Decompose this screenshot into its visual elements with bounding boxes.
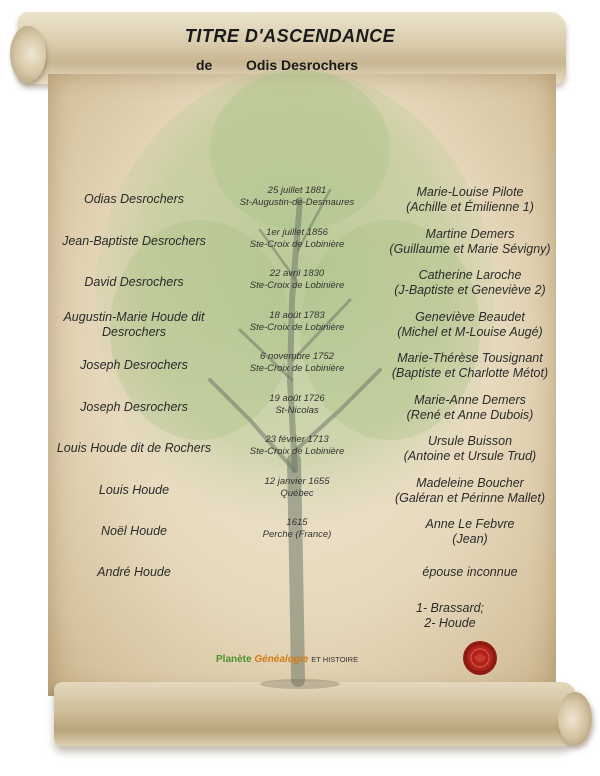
- ancestor-name-line2: Desrochers: [102, 325, 166, 339]
- lineage-row: [0, 185, 600, 225]
- footnote-line2: 2- Houde: [424, 616, 476, 630]
- ancestor-name: Louis Houde dit de Rochers: [56, 441, 212, 455]
- marriage-event: [222, 393, 372, 417]
- ancestor-name: Louis Houde: [98, 483, 170, 497]
- spouse: [370, 517, 570, 547]
- spouse-name: Geneviève Beaudet: [415, 310, 525, 324]
- marriage-date: 19 août 1726: [269, 393, 325, 404]
- marriage-event: [222, 476, 372, 500]
- spouse: [370, 351, 570, 381]
- spouse-name: Marie-Anne Demers: [414, 393, 526, 407]
- document-title: TITRE D'ASCENDANCE: [184, 26, 396, 46]
- marriage-date: 12 janvier 1655: [264, 476, 330, 487]
- spouse-name: Catherine Laroche: [418, 268, 522, 282]
- lineage-row: [0, 310, 600, 350]
- footnote-line1: 1- Brassard;: [415, 601, 485, 615]
- spouse-parents: (Galéran et Périnne Mallet): [394, 491, 546, 505]
- marriage-event: [222, 517, 372, 541]
- ancestor-name: Jean-Baptiste Desrochers: [62, 234, 206, 248]
- spouse-parents: (Achille et Émilienne 1): [406, 200, 534, 214]
- marriage-place: Ste-Croix de Lobinière: [249, 239, 345, 250]
- ancestor-name: Joseph Desrochers: [80, 358, 188, 372]
- spouse-parents: (Jean): [452, 532, 488, 546]
- spouse-name: épouse inconnue: [422, 565, 518, 579]
- spouse-name: Martine Demers: [425, 227, 515, 241]
- brand-logo: [216, 654, 358, 665]
- tree-ground-shadow: [260, 679, 340, 689]
- ancestor-name: Joseph Desrochers: [80, 400, 188, 414]
- spouse: [370, 185, 570, 215]
- marriage-event: [222, 434, 372, 458]
- marriage-place: Ste-Croix de Lobinière: [249, 363, 345, 374]
- lineage-row: [0, 351, 600, 391]
- marriage-date: 6 novembre 1752: [260, 351, 334, 362]
- marriage-event: [222, 185, 372, 209]
- ancestor-name: David Desrochers: [84, 275, 184, 289]
- marriage-place: Ste-Croix de Lobinière: [249, 280, 345, 291]
- ancestor-name: Odias Desrochers: [83, 192, 185, 206]
- marriage-place: Québec: [280, 488, 314, 499]
- spouse-name: Marie-Louise Pilote: [416, 185, 524, 199]
- spouse-parents: (J-Baptiste et Geneviève 2): [394, 283, 546, 297]
- spouse-name: Anne Le Febvre: [425, 517, 515, 531]
- marriage-event: [222, 310, 372, 334]
- spouse-parents: (René et Anne Dubois): [406, 408, 534, 422]
- marriage-place: St-Augustin-de-Desmaures: [239, 197, 355, 208]
- marriage-place: Perche (France): [262, 529, 332, 540]
- spouse-name: Marie-Thérèse Tousignant: [397, 351, 543, 365]
- marriage-event: [222, 268, 372, 292]
- spouse-parents: (Antoine et Ursule Trud): [403, 449, 537, 463]
- spouse: [370, 434, 570, 464]
- marriage-place: Ste-Croix de Lobinière: [249, 446, 345, 457]
- lineage-row: [0, 517, 600, 557]
- marriage-date: 22 avril 1830: [269, 268, 325, 279]
- ancestor-name-line1: Augustin-Marie Houde dit: [63, 310, 205, 324]
- marriage-date: 1615: [286, 517, 308, 528]
- ancestor-name: Noël Houde: [100, 524, 167, 538]
- lineage-row: [0, 476, 600, 516]
- spouse: [370, 565, 570, 580]
- spouse: [370, 393, 570, 423]
- marriage-place: Ste-Croix de Lobinière: [249, 322, 345, 333]
- lineage-row: [0, 565, 600, 605]
- marriage-date: 23 février 1713: [265, 434, 329, 445]
- marriage-date: 1er juillet 1856: [266, 227, 328, 238]
- spouse: [370, 227, 570, 257]
- brand-part-planete: Planète: [216, 654, 255, 665]
- spouse-name: Madeleine Boucher: [416, 476, 524, 490]
- brand-part-genealogie: Généalogie: [254, 654, 309, 665]
- lineage-row: [0, 268, 600, 308]
- marriage-date: 25 juillet 1881: [267, 185, 327, 196]
- lineage-row: [0, 227, 600, 267]
- lineage-row: [0, 434, 600, 474]
- spouse: [370, 268, 570, 298]
- marriage-date: 18 août 1783: [269, 310, 325, 321]
- spouse: [370, 476, 570, 506]
- lineage-row: [0, 393, 600, 433]
- ancestor-name: André Houde: [97, 565, 171, 579]
- spouse: [370, 310, 570, 340]
- subtitle-de: de: [196, 57, 213, 73]
- brand-part-histoire: ET HISTOIRE: [311, 655, 359, 664]
- subtitle-subject-name: Odis Desrochers: [246, 57, 359, 73]
- spouse-name: Ursule Buisson: [427, 434, 513, 448]
- footnote: [370, 601, 530, 631]
- spouse-parents: (Guillaume et Marie Sévigny): [389, 242, 551, 256]
- marriage-event: [222, 351, 372, 375]
- ancestor-name: [44, 310, 224, 340]
- marriage-event: [222, 227, 372, 251]
- marriage-place: St-Nicolas: [275, 405, 319, 416]
- spouse-parents: (Baptiste et Charlotte Métot): [391, 366, 549, 380]
- wax-seal-icon: [462, 640, 498, 676]
- spouse-parents: (Michel et M-Louise Augé): [397, 325, 543, 339]
